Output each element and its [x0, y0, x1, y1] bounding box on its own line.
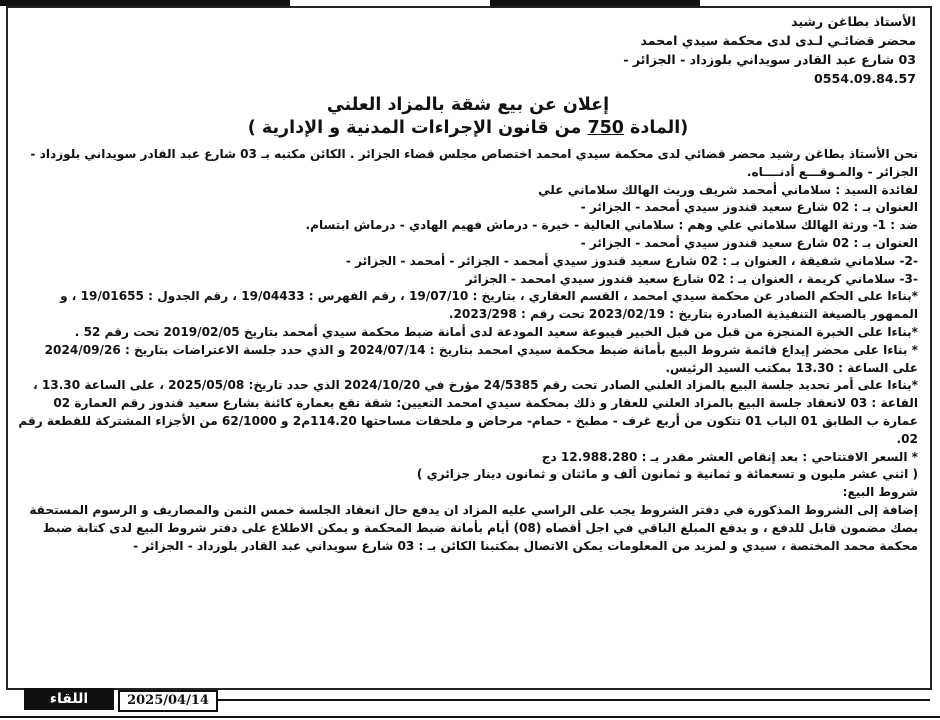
notice-body [10, 140, 926, 555]
body-paragraph: ضد : 1- ورثة الهالك سلاماني علي وهم : سلاماني العالية - خيرة - درماش فهيم الهادي - درماش ابتسام. [305, 218, 918, 233]
bailiff-address: 03 شارع عبد القادر سويداني بلوزداد - الجزائر - [623, 52, 916, 67]
bailiff-phone: 0554.09.84.57 [814, 71, 916, 86]
title-line-1: إعلان عن بيع شقة بالمزاد العلني [326, 95, 610, 115]
body-paragraph: -2- سلاماني شفيقة ، العنوان بـ : 02 شارع سعيد قندوز سيدي أمحمد - الجزائر - أمحمد - الجزائر - [345, 253, 918, 268]
legal-notice [10, 12, 926, 555]
title-line-2-pre: (المادة [623, 118, 689, 138]
body-paragraph: -3- سلاماني كريمة ، العنوان بـ : 02 شارع سعيد قندوز سيدي امحمد - الجزائر [465, 271, 918, 286]
publication-date: 2025/04/14 [118, 690, 218, 712]
bailiff-role: محضر قضائـي لـدى لدى محكمة سيدي امحمد [640, 33, 916, 48]
body-paragraph: *بناءا على أمر تحديد جلسة البيع بالمزاد العلني الصادر تحت رقم 24/5385 مؤرخ في 2024/10/20 الذي حدد تاريخ: 2025/05/08 ، على الساعة 13.30 ، القاعة : 03 لانعقاد جلسة البيع بالمزاد العلني للعقار و ذلك بمحكمة سيدي امحمد التعيين: شقة تقع بعمارة كائنة بشارع سعيد قندوز رقم العمارة 02 عمارة ب الطابق 01 الباب 01 تتكون من أربع غرف - مطبخ - حمام- مرحاض و ملحقات مساحتها 114.20م2 و 62/1000 من الأجزاء المشتركة للقطعة رقم 02. [18, 378, 918, 446]
bottom-rule [0, 716, 940, 718]
notice-title [10, 94, 926, 140]
bailiff-name: الأستاذ بطاغن رشيد [791, 14, 916, 29]
title-line-2-post: من قانون الإجراءات المدنية و الإدارية ) [247, 118, 588, 138]
price-in-words: ( اثني عشر مليون و تسعمائة و ثمانية و ثمانون ألف و مائتان و ثمانون دينار جزائري ) [416, 467, 918, 482]
article-number: 750 [587, 118, 624, 138]
body-paragraph: *بناءا على الخبرة المنجزة من قبل من قبل الخبير قيبوعة سعيد المودعة لدى أمانة ضبط محكمة سيدي أمحمد بتاريخ 2019/02/05 تحت رقم 52 . [74, 324, 918, 339]
body-paragraph: العنوان بـ : 02 شارع سعيد قندوز سيدي أمحمد - الجزائر - [580, 200, 918, 215]
body-paragraph: نحن الأستاذ بطاغن رشيد محضر قضائي لدى محكمة سيدي امحمد اختصاص مجلس قضاء الجزائر . الكائن مكتبه بـ 03 شارع عبد القادر سويداني بلوزداد - الجزائر - والمـوقـــع أدنــــاه. [30, 147, 918, 179]
body-paragraph: العنوان بـ : 02 شارع سعيد قندوز سيدي أمحمد - الجزائر - [580, 235, 918, 250]
footer-rule [218, 699, 930, 701]
title-line-2 [10, 117, 926, 140]
publication-name: اللقاء [24, 688, 114, 710]
body-paragraph: *بناءا على الحكم الصادر عن محكمة سيدي امحمد ، القسم العقاري ، بتاريخ : 19/07/10 ، رقم الفهرس : 19/04433 ، رقم الجدول : 19/01655 ، و الممهور بالصيغة التنفيذية الصادرة بتاريخ : 2023/02/19 تحت رقم : 2023/298. [60, 289, 918, 322]
body-paragraph: لفائدة السيد : سلاماني أمحمد شريف وريث الهالك سلاماني علي [538, 182, 918, 197]
sale-conditions-text: إضافة إلى الشروط المذكورة في دفتر الشروط يجب على الراسي عليه المزاد ان يدفع حال انعقاد الجلسة خمس الثمن والمصاريف و الرسوم المستحقة بصك مضمون قابل للدفع ، و يدفع المبلغ الباقي في اجل أقصاه (08) أيام بأمانة ضبط المحكمة و يمكن الاطلاع على دفتر شروط البيع لدى كتابة ضبط محكمة محمد المختصة ، سيدي و لمزيد من المعلومات يمكن الاتصال بمكتبنا الكائن بـ : 03 شارع سويداني عبد القادر بلوزداد - الجزائر - [29, 502, 918, 553]
body-paragraph: * بناءا على محضر إيداع قائمة شروط البيع بأمانة ضبط محكمة سيدي امحمد بتاريخ : 2024/07/14 و الذي حدد جلسة الاعتراضات بتاريخ : 2024/09/26 على الساعة : 13.30 بمكتب السيد الرئيس. [44, 342, 918, 375]
bailiff-header [10, 12, 926, 88]
opening-price: * السعر الافتتاحي : بعد إنقاص العشر مقدر بـ : 12.988.280 دج [541, 449, 918, 464]
sale-conditions-heading: شروط البيع: [842, 485, 918, 500]
